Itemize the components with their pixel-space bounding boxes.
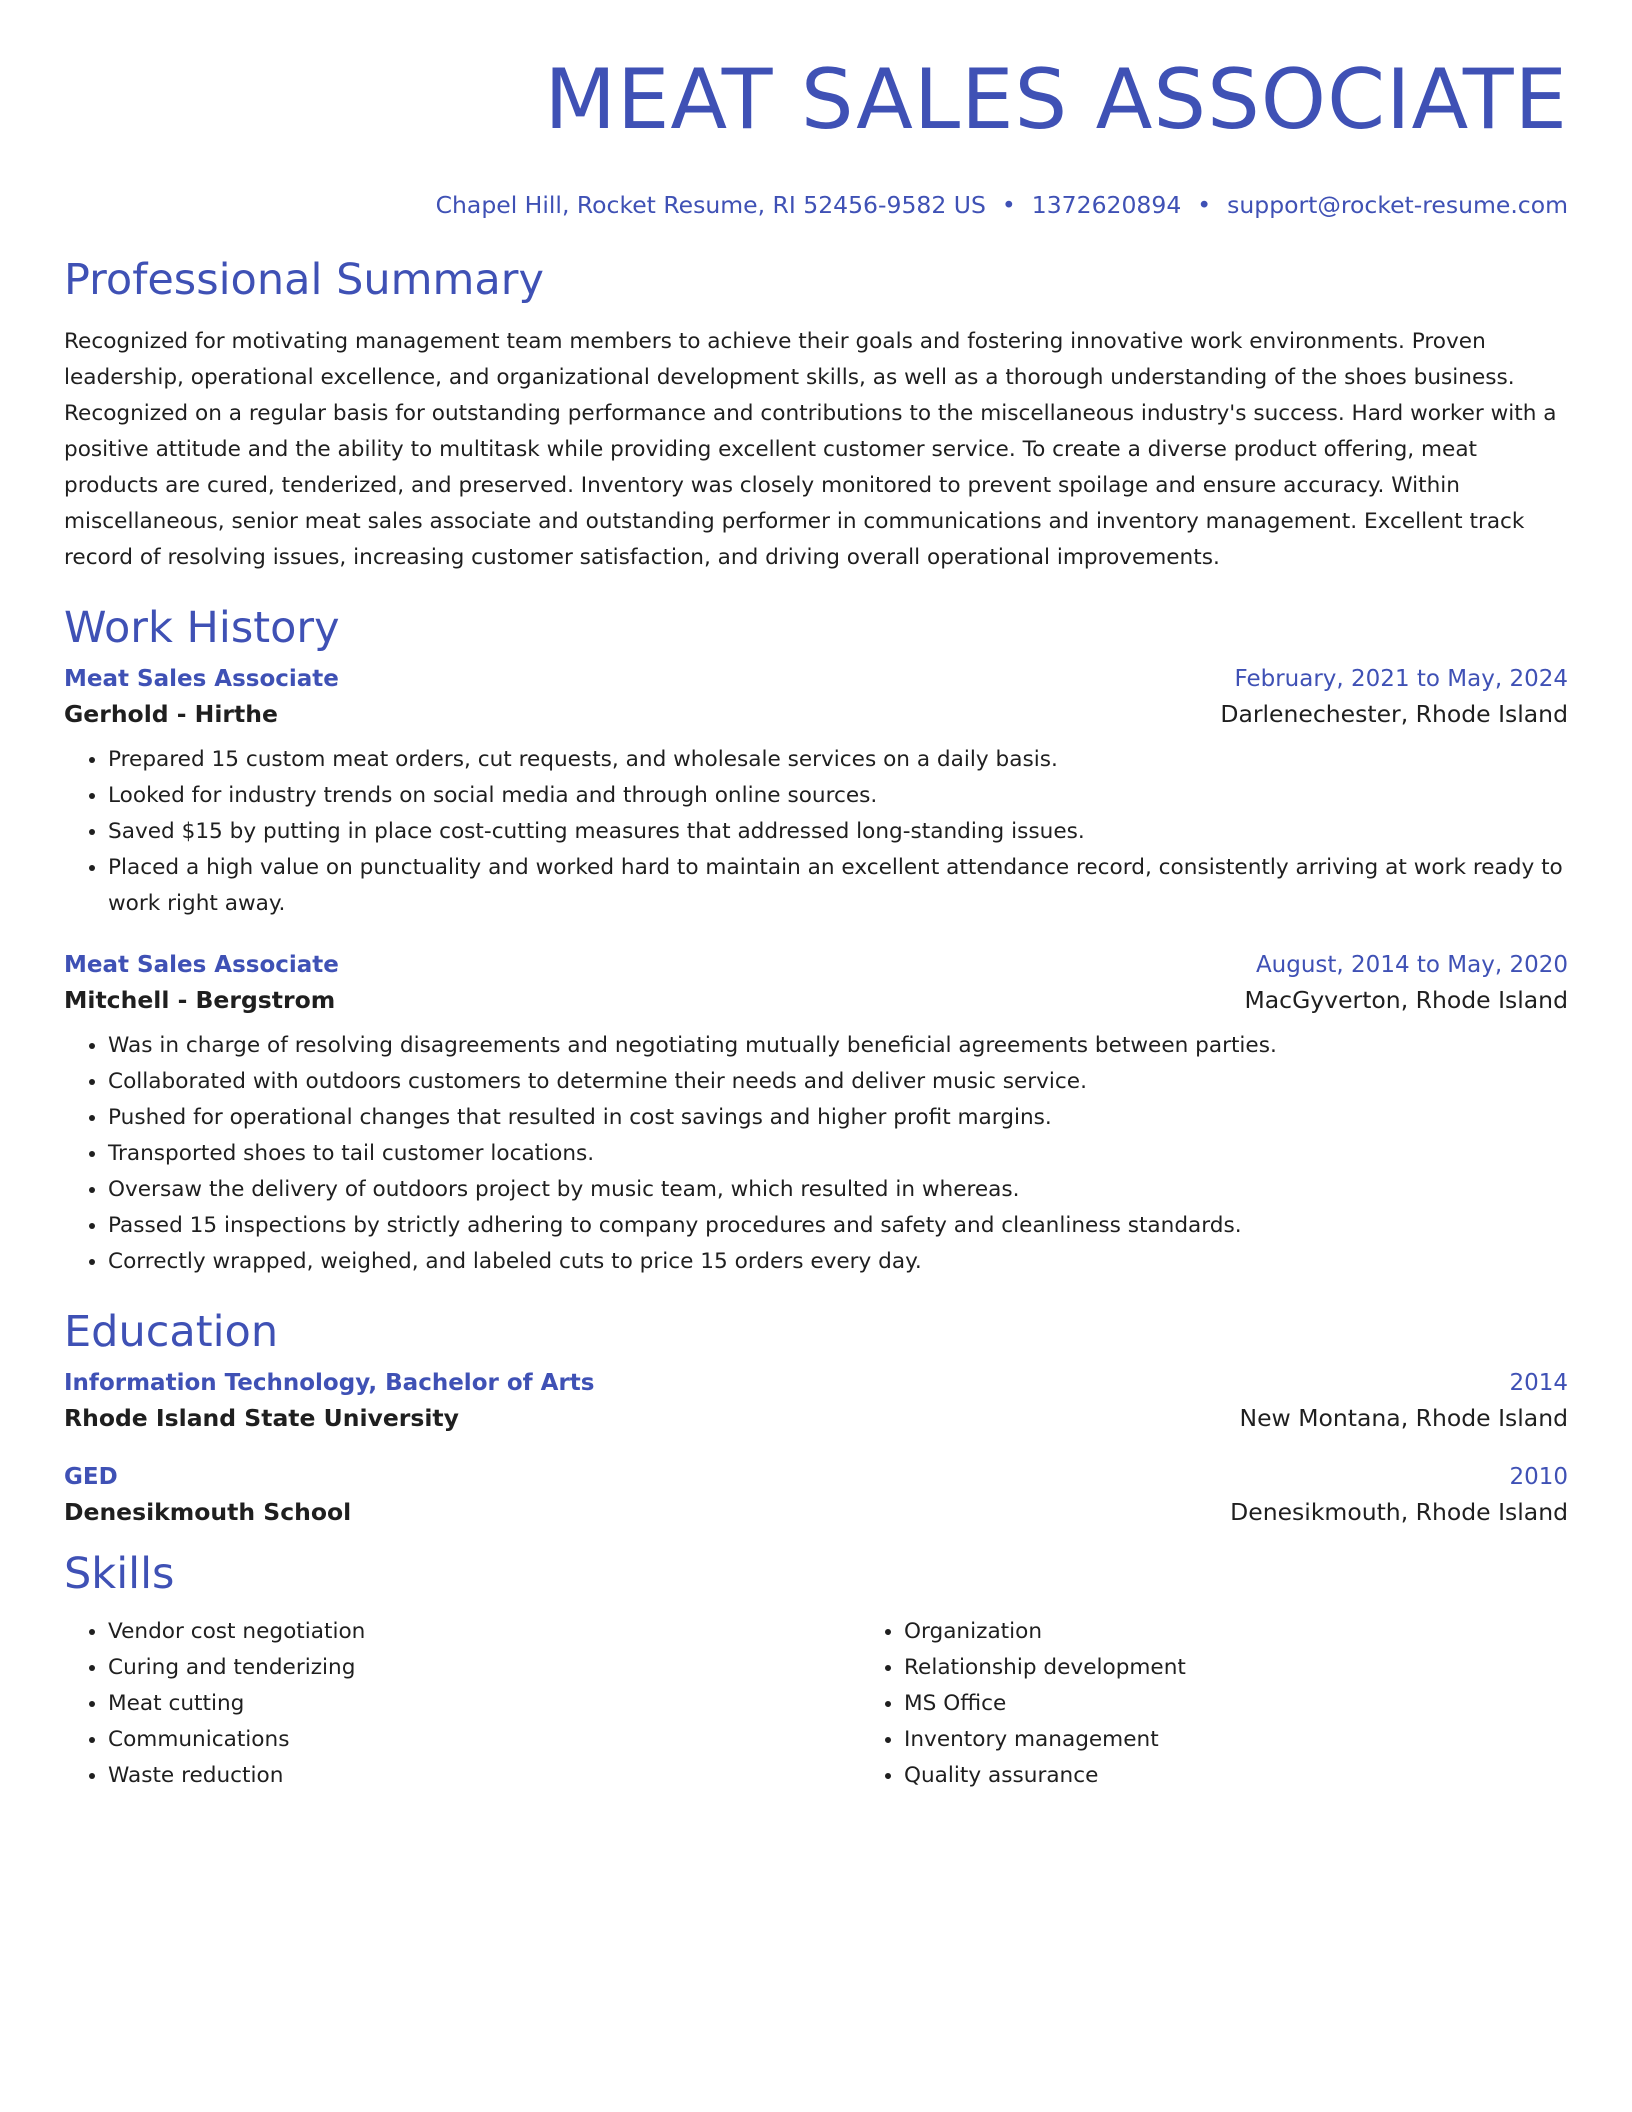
education-school-row <box>64 1498 1568 1526</box>
job-header-row <box>64 952 1568 978</box>
skill-item: • Relationship development <box>904 1650 1632 1686</box>
job-header-row <box>64 666 1568 692</box>
contact-email: support@rocket-resume.com <box>1227 191 1568 219</box>
education-entry <box>64 1464 1568 1526</box>
job-role: Meat Sales Associate <box>64 952 339 978</box>
contact-separator: • <box>1197 191 1212 219</box>
list-item: • Passed 15 inspections by strictly adhering to company procedures and safety and cleanliness standards. <box>108 1208 1568 1244</box>
skills-column-right <box>860 1614 1632 1794</box>
skill-item: • Communications <box>108 1722 860 1758</box>
job-company-row <box>64 700 1568 728</box>
resume-title: MEAT SALES ASSOCIATE <box>544 51 1568 148</box>
contact-separator: • <box>1001 191 1016 219</box>
contact-line <box>64 190 1568 220</box>
list-item: • Collaborated with outdoors customers to determine their needs and deliver music service. <box>108 1064 1568 1100</box>
job-company: Gerhold - Hirthe <box>64 700 278 728</box>
job-company-row <box>64 986 1568 1014</box>
skill-item: • MS Office <box>904 1686 1632 1722</box>
education-location: Denesikmouth, Rhode Island <box>1230 1498 1568 1526</box>
summary-text: Recognized for motivating management team members to achieve their goals and fostering innovative work environments. Proven leadership, operational excellence, and organizational development skills, as well as a thorough understanding of the shoes business. Recognized on a regular basis for outstanding performance and contributions to the miscellaneous industry's success. Hard worker with a positive attitude and the ability to multitask while providing excellent customer service. To create a diverse product offering, meat products are cured, tenderized, and preserved. Inventory was closely monitored to prevent spoilage and ensure accuracy. Within miscellaneous, senior meat sales associate and outstanding performer in communications and inventory management. Excellent track record of resolving issues, increasing customer satisfaction, and driving overall operational improvements. <box>64 329 1557 570</box>
job-dates: February, 2021 to May, 2024 <box>1234 666 1568 692</box>
education-year: 2010 <box>1509 1464 1568 1490</box>
skill-item: • Inventory management <box>904 1722 1632 1758</box>
list-item: • Prepared 15 custom meat orders, cut requests, and wholesale services on a daily basis. <box>108 742 1568 778</box>
contact-address: Chapel Hill, Rocket Resume, RI 52456-9582 US <box>435 191 986 219</box>
list-item: • Correctly wrapped, weighed, and labeled cuts to price 15 orders every day. <box>108 1244 1568 1280</box>
education-year: 2014 <box>1509 1370 1568 1396</box>
list-item: • Oversaw the delivery of outdoors project by music team, which resulted in whereas. <box>108 1172 1568 1208</box>
education-degree: Information Technology, Bachelor of Arts <box>64 1370 595 1396</box>
education-school-row <box>64 1404 1568 1432</box>
list-item: • Was in charge of resolving disagreements and negotiating mutually beneficial agreements between parties. <box>108 1028 1568 1064</box>
education-header-row <box>64 1464 1568 1490</box>
job-bullets <box>64 742 1568 922</box>
education-location: New Montana, Rhode Island <box>1239 1404 1568 1432</box>
list-item: • Looked for industry trends on social media and through online sources. <box>108 778 1568 814</box>
education-school: Rhode Island State University <box>64 1404 459 1432</box>
skill-item: • Vendor cost negotiation <box>108 1614 860 1650</box>
job-dates: August, 2014 to May, 2020 <box>1255 952 1568 978</box>
skill-item: • Curing and tenderizing <box>108 1650 860 1686</box>
skills-list <box>64 1614 1568 1794</box>
education-degree: GED <box>64 1464 118 1490</box>
skill-item: • Meat cutting <box>108 1686 860 1722</box>
list-item: • Placed a high value on punctuality and worked hard to maintain an excellent attendance record, consistently arriving at work ready to work right away. <box>108 850 1568 922</box>
list-item: • Saved $15 by putting in place cost-cutting measures that addressed long-standing issues. <box>108 814 1568 850</box>
education-heading: Education <box>64 1307 279 1357</box>
contact-phone: 1372620894 <box>1031 191 1182 219</box>
skill-item: • Waste reduction <box>108 1758 860 1794</box>
skill-item: • Organization <box>904 1614 1632 1650</box>
list-item: • Transported shoes to tail customer locations. <box>108 1136 1568 1172</box>
job-location: Darlenechester, Rhode Island <box>1220 700 1568 728</box>
list-item: • Pushed for operational changes that resulted in cost savings and higher profit margins. <box>108 1100 1568 1136</box>
job-entry <box>64 666 1568 922</box>
job-bullets <box>64 1028 1568 1280</box>
education-entry <box>64 1370 1568 1432</box>
skills-column-left <box>64 1614 860 1794</box>
job-location: MacGyverton, Rhode Island <box>1244 986 1568 1014</box>
education-school: Denesikmouth School <box>64 1498 352 1526</box>
work-history-heading: Work History <box>64 603 340 653</box>
skill-item: • Quality assurance <box>904 1758 1632 1794</box>
job-company: Mitchell - Bergstrom <box>64 986 336 1014</box>
summary-heading: Professional Summary <box>64 255 544 305</box>
skills-heading: Skills <box>64 1549 175 1599</box>
job-role: Meat Sales Associate <box>64 666 339 692</box>
education-header-row <box>64 1370 1568 1396</box>
job-entry <box>64 952 1568 1280</box>
